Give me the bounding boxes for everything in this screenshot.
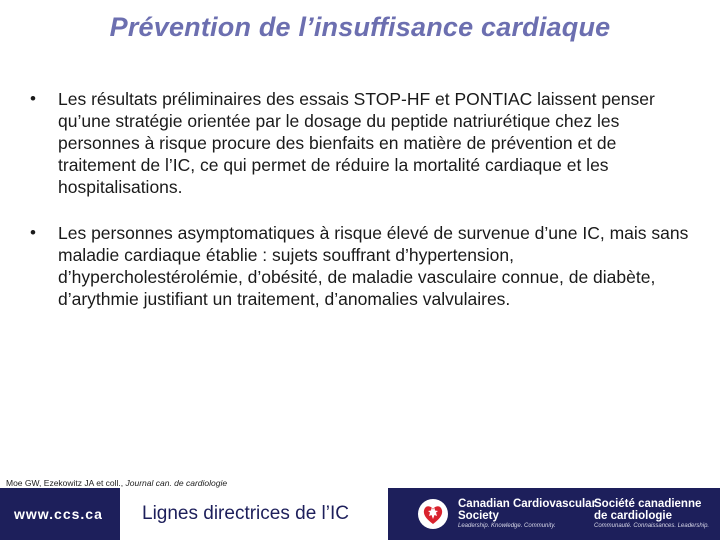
bullet-item xyxy=(28,222,698,310)
bullet-item xyxy=(28,88,698,198)
footer-bar xyxy=(0,488,720,540)
logo-fr-line2: de cardiologie xyxy=(594,510,672,522)
bullet-text: Les personnes asymptomatiques à risque élevé de survenue d’une IC, mais sans maladie cardiaque établie : sujets souffrant d’hypertension, d’hypercholestérolémie, d’obésité, de maladie vasculaire connue, de diabète, d’arythmie justifiant un traitement, d’anomalies valvulaires. xyxy=(58,223,689,309)
scc-logo-french xyxy=(594,498,709,530)
bullet-marker: • xyxy=(30,89,36,108)
logo-en-tagline: Leadership. Knowledge. Community. xyxy=(458,523,556,529)
logo-en-line1: Canadian Cardiovascular xyxy=(458,498,597,510)
heart-maple-leaf-icon xyxy=(416,497,450,531)
reference-authors: Moe GW, Ezekowitz JA et coll., xyxy=(6,478,126,488)
reference-citation xyxy=(6,478,227,488)
footer-guide-panel xyxy=(120,488,388,540)
footer-url-link[interactable]: www.ccs.ca xyxy=(14,506,103,522)
footer-guide-title: Lignes directrices de l’IC xyxy=(142,503,349,524)
bullet-text: Les résultats préliminaires des essais STOP-HF et PONTIAC laissent penser qu’une stratégie orientée par le dosage du peptide natriurétique chez les personnes à risque procure des bienfaits en matière de prévention et de traitement de l’IC, ce qui permet de réduire la mortalité cardiaque et les hospitalisations. xyxy=(58,89,655,197)
logo-fr-line1: Société canadienne xyxy=(594,498,702,510)
bullet-marker: • xyxy=(30,223,36,242)
page-title: Prévention de l’insuffisance cardiaque xyxy=(109,12,611,42)
logo-fr-tagline: Communauté. Connaissances. Leadership. xyxy=(594,523,710,529)
reference-journal: Journal can. de cardiologie xyxy=(125,478,228,488)
bullet-list xyxy=(28,88,698,334)
ccs-logo-english xyxy=(458,498,596,530)
logo-en-line2: Society xyxy=(458,510,499,522)
